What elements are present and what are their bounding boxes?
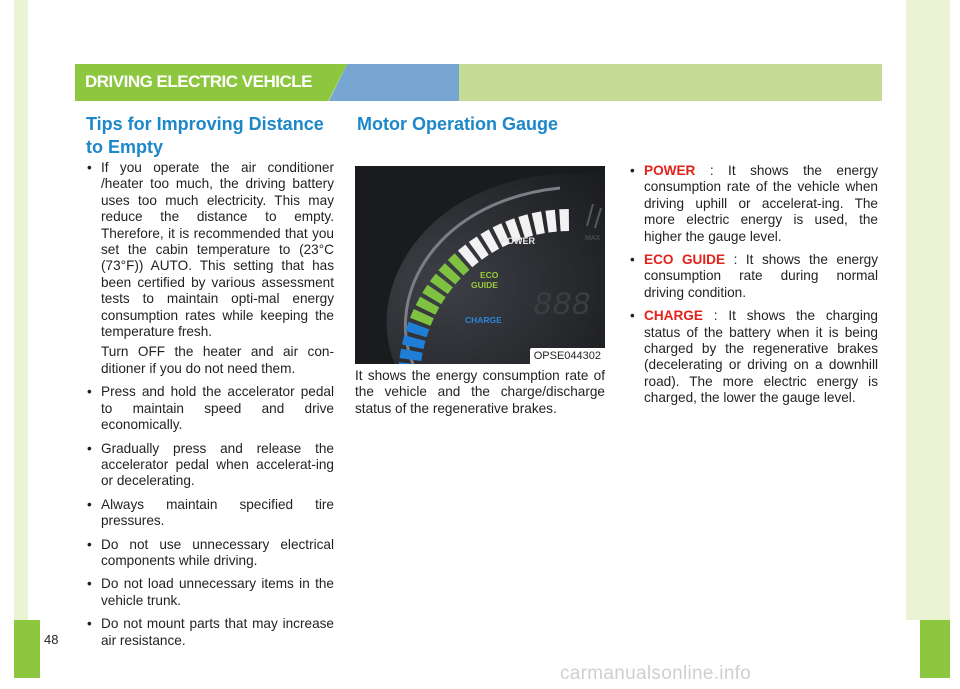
watermark-text: carmanualsonline.info [560, 663, 752, 684]
section-header-bar [75, 64, 882, 101]
tip-item: • Gradually press and release the accelerator pedal when accelerat-ing or decelerating. [77, 441, 334, 490]
tip-item: • If you operate the air conditioner /heater too much, the driving battery uses too much electricity. This may reduce the distance to empty. Therefore, it is recommended that you set the cabin temperature to (23°C (73°F)) AUTO. This setting that has been certified by various assessment tests to maintain opti-mal energy consumption rates while keeping the temperature fresh. Turn OFF the heater and air con-ditioner if you do not need them. [77, 160, 334, 377]
gauge-max-label: MAX [585, 235, 601, 242]
left-margin-band [14, 0, 28, 620]
tips-title-line2: to Empty [86, 137, 164, 157]
header-blue-block [329, 64, 459, 101]
tips-column [77, 160, 334, 656]
definition-charge: • CHARGE : It shows the charging status of the battery when it is being charged by the regenerative brakes (decelerating or driving on a downhill road). The more electric energy is charged, the lower the gauge level. [628, 308, 878, 406]
tip-item: • Always maintain specified tire pressures. [77, 497, 334, 530]
right-corner-tab [920, 620, 950, 678]
gauge-charge-label: CHARGE [465, 315, 502, 325]
right-margin-band [906, 0, 950, 620]
tip-sub-paragraph: Turn OFF the heater and air con-ditioner if you do not need them. [101, 344, 334, 376]
definitions-list [628, 163, 878, 407]
header-title: DRIVING ELECTRIC VEHICLE [85, 72, 312, 91]
tip-item: • Do not mount parts that may increase air resistance. [77, 616, 334, 649]
tip-item: • Press and hold the accelerator pedal to maintain speed and drive economically. [77, 384, 334, 433]
gauge-eco-label: ECO [480, 270, 499, 280]
tip-item: • Do not load unnecessary items in the vehicle trunk. [77, 576, 334, 609]
tips-title-line1: Tips for Improving Distance [86, 114, 324, 134]
definition-term: CHARGE [644, 308, 703, 324]
motor-gauge-title: Motor Operation Gauge [357, 114, 559, 134]
gauge-power-label: POWER [501, 236, 536, 246]
definition-term: POWER [644, 163, 696, 178]
gauge-digital-readout: 888 [533, 287, 591, 324]
motor-gauge-description: It shows the energy consumption rate of the vehicle and the charge/discharge status of the regenerative brakes. [355, 368, 605, 416]
gauge-illustration [355, 166, 605, 364]
image-code: OPSE044302 [530, 348, 605, 364]
tips-title [86, 113, 324, 159]
definition-power: • POWER : It shows the energy consumption rate of the vehicle when driving uphill or accelerat-ing. The more electric energy is used, the higher the gauge level. [628, 163, 878, 245]
tip-item: • Do not use unnecessary electrical components while driving. [77, 537, 334, 570]
definition-term: ECO GUIDE [644, 252, 726, 268]
tips-list [77, 160, 334, 649]
definition-eco-guide: • ECO GUIDE : It shows the energy consumption rate during normal driving condition. [628, 252, 878, 301]
left-corner-tab [14, 620, 40, 678]
gauge-segment [559, 209, 569, 231]
page-number: 48 [44, 632, 59, 647]
gauge-guide-label: GUIDE [471, 280, 498, 290]
motor-gauge-image [355, 166, 605, 364]
definitions-column [628, 163, 878, 414]
